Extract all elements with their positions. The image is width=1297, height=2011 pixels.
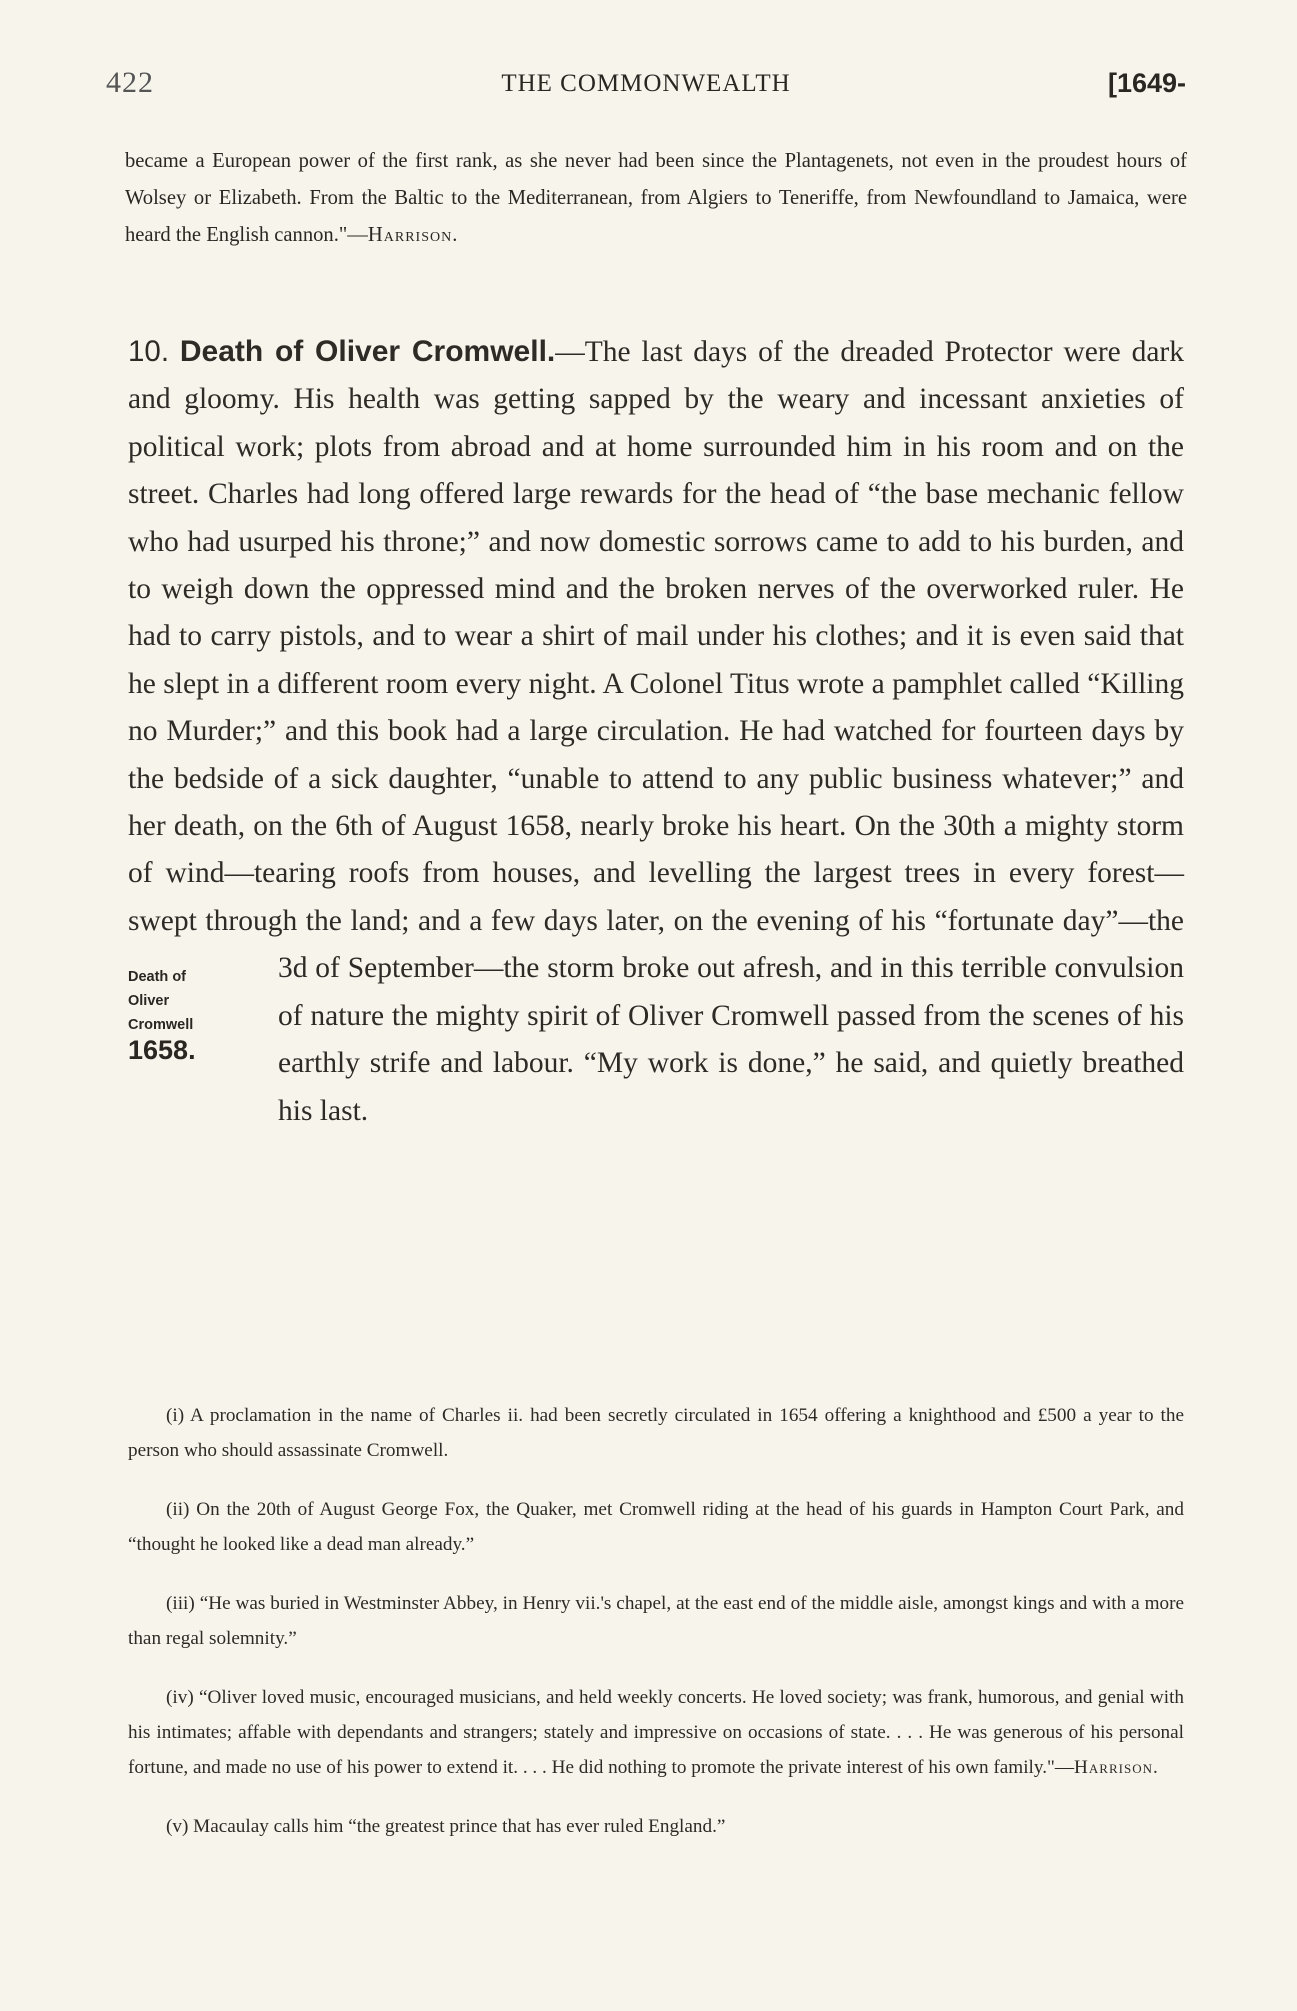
- footnote-1: (i) A proclamation in the name of Charles ii. had been secretly circulated in 1654 offering a knighthood and £500 a year to the person who should assassinate Cromwell.: [128, 1405, 1184, 1461]
- running-title: THE COMMONWEALTH: [501, 70, 791, 97]
- quote-text: became a European power of the first rank, as she never had been since the Plantagenets, not even in the proudest hours of Wolsey or Elizabeth. From the Baltic to the Mediterranean, from Algiers to Teneriffe, from Newfoundland to Jamaica, were heard the English cannon."—: [125, 150, 1187, 246]
- section-body: [128, 328, 1184, 1155]
- footnote-2: (ii) On the 20th of August George Fox, the Quaker, met Cromwell riding at the head of his guards in Hampton Court Park, and “thought he looked like a dead man already.”: [128, 1499, 1184, 1555]
- section-paragraph-b: day”—the 3d of September—the storm broke out afresh, and in this terrible convulsion of nature the mighty spirit of Oliver Cromwell passed from the scenes of his earthly strife and labour. “My work is done,” he said, and quietly breathed his last.: [278, 904, 1184, 1127]
- margin-note-line-1: Death of: [128, 969, 186, 986]
- footnote-5: (v) Macaulay calls him “the greatest prince that has ever ruled England.”: [166, 1816, 726, 1837]
- footnote-4-author: Harrison.: [1074, 1757, 1159, 1778]
- section-paragraph-a: —The last days of the dreaded Protector were dark and gloomy. His health was getting sapped by the weary and incessant anxieties of political work; plots from abroad and at home surrounded him in his room and on the street. Charles had long offered large rewards for the head of “the base mechanic fellow who had usurped his throne;” and now domestic sorrows came to add to his burden, and to weigh down the oppressed mind and the broken nerves of the overworked ruler. He had to carry pistols, and to wear a shirt of mail under his clothes; and it is even said that he slept in a different room every night. A Colonel Titus wrote a pamphlet called “Killing no Murder;” and this book had a large circulation. He had watched for fourteen days by the bedside of a sick daughter, “unable to attend to any public business whatever;” and her death, on the 6th of August 1658, nearly broke his heart. On the 30th a mighty storm of wind—tearing roofs from houses, and levelling the largest trees in every forest—swept through the land; and a few days later, on the evening of his “fortunate: [128, 336, 1184, 937]
- margin-note-year: 1658.: [128, 1035, 196, 1066]
- page-number: 422: [106, 66, 154, 99]
- section-number: 10.: [128, 335, 170, 368]
- running-header: [106, 66, 1186, 106]
- margin-note-line-2: Oliver: [128, 993, 170, 1010]
- margin-note: [128, 965, 278, 1155]
- footnotes: [128, 1398, 1184, 1868]
- header-year: [1649-: [1107, 68, 1186, 98]
- footnote-3: (iii) “He was buried in Westminster Abbey, in Henry vii.'s chapel, at the east end of the middle aisle, amongst kings and with a more than regal solemnity.”: [128, 1593, 1184, 1649]
- section-title: Death of Oliver Cromwell.: [179, 335, 556, 368]
- footnote-4: (iv) “Oliver loved music, encouraged musicians, and held weekly concerts. He loved society; was frank, humorous, and genial with his intimates; affable with dependants and strangers; stately and impressive on occasions of state. . . . He was generous of his personal fortune, and made no use of his power to extend it. . . . He did nothing to promote the private interest of his own family."—: [128, 1687, 1184, 1778]
- quote-continuation: [125, 143, 1187, 254]
- margin-note-line-3: Cromwell: [128, 1017, 194, 1034]
- quote-author: Harrison.: [367, 224, 459, 246]
